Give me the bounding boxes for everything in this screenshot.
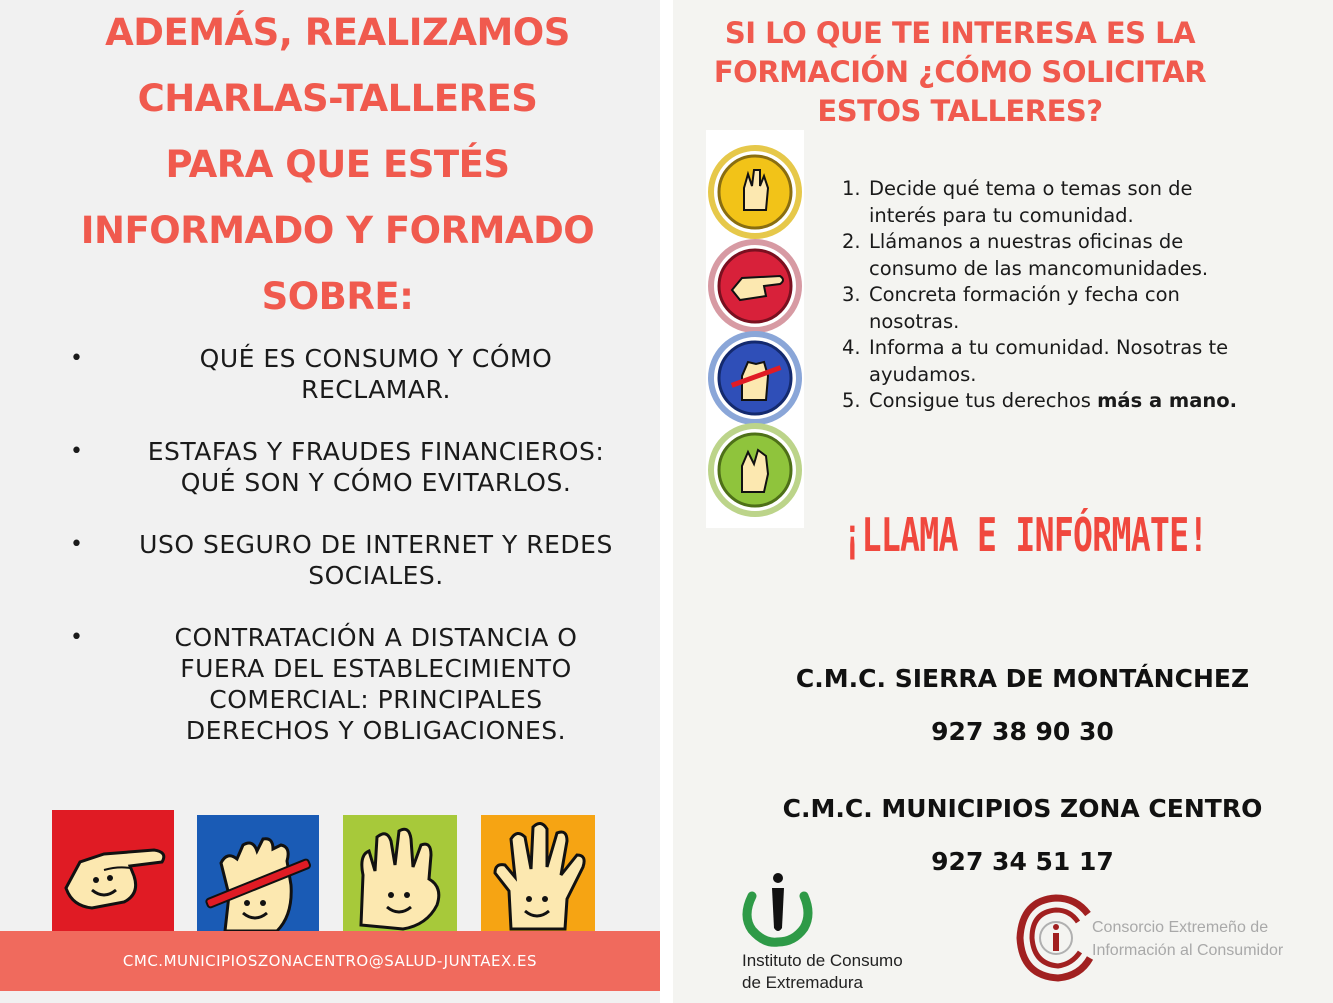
green-light — [711, 426, 799, 514]
consorcio-logo-text — [1092, 916, 1283, 962]
office-block — [690, 791, 1333, 880]
topic-item — [62, 343, 652, 405]
right-heading-line: SI LO QUE TE INTERESA ES LA — [724, 16, 1196, 50]
logo-text-line: Información al Consumidor — [1092, 942, 1284, 959]
bullet: • — [70, 439, 84, 464]
office-name: C.M.C. SIERRA DE MONTÁNCHEZ — [795, 664, 1250, 693]
step-item — [842, 388, 1327, 415]
step-bold-text: más a mano. — [1097, 389, 1238, 412]
topic-item — [62, 436, 652, 498]
topic-item — [62, 622, 652, 746]
right-heading-line: ESTOS TALLERES? — [817, 94, 1103, 128]
topic-line: ESTAFAS Y FRAUDES FINANCIEROS: — [147, 437, 605, 466]
logo-text-line: Instituto de Consumo — [742, 951, 903, 970]
office-phone[interactable]: 927 38 90 30 — [931, 717, 1114, 746]
step-text: Consigue tus derechos — [869, 389, 1098, 412]
instituto-logo-text — [742, 950, 903, 994]
step-line: nosotras. — [869, 309, 960, 333]
step-line: interés para tu comunidad. — [869, 203, 1134, 227]
step-item — [842, 335, 1327, 388]
step-number: 3. — [842, 283, 861, 306]
office-block — [690, 661, 1333, 750]
traffic-light-hands-icon — [706, 130, 804, 528]
topic-line: DERECHOS Y OBLIGACIONES. — [185, 716, 567, 745]
pointing-hand-icon — [52, 810, 174, 934]
logo-text-line: de Extremadura — [742, 973, 863, 992]
consorcio-logo-icon — [1014, 892, 1098, 984]
topic-item — [62, 529, 652, 591]
office-phone[interactable]: 927 34 51 17 — [931, 847, 1114, 876]
step-line: Llámanos a nuestras oficinas de — [869, 230, 1184, 253]
bullet: • — [70, 532, 84, 557]
instituto-consumo-logo-icon — [738, 868, 818, 948]
topic-list — [62, 343, 652, 777]
topic-line: USO SEGURO DE INTERNET Y REDES — [139, 530, 613, 559]
steps-list — [842, 176, 1327, 415]
step-item — [842, 229, 1327, 282]
office-name: C.M.C. MUNICIPIOS ZONA CENTRO — [782, 794, 1263, 823]
yellow-light — [711, 148, 799, 236]
step-line: Decide qué tema o temas son de — [869, 177, 1193, 200]
topic-line: RECLAMAR. — [301, 375, 451, 404]
right-heading — [690, 14, 1230, 131]
left-heading-line: SOBRE: — [261, 275, 414, 318]
left-heading-line: INFORMADO Y FORMADO — [80, 209, 595, 252]
topic-line: CONTRATACIÓN A DISTANCIA O — [174, 623, 578, 652]
open-hand-icon — [481, 815, 595, 933]
left-heading-line: ADEMÁS, REALIZAMOS — [105, 11, 570, 54]
bullet: • — [70, 625, 84, 650]
logo-text-line: Consorcio Extremeño de — [1092, 919, 1269, 936]
step-number: 4. — [842, 336, 861, 359]
step-line: ayudamos. — [869, 362, 977, 386]
step-item — [842, 282, 1327, 335]
thinking-hand-icon — [343, 815, 457, 933]
step-item — [842, 176, 1327, 229]
step-line: consumo de las mancomunidades. — [869, 256, 1209, 280]
topic-line: COMERCIAL: PRINCIPALES — [209, 685, 543, 714]
email-footer — [0, 931, 660, 991]
step-number: 5. — [842, 389, 861, 412]
consorcio-logo — [1014, 892, 1314, 984]
topic-line: FUERA DEL ESTABLECIMIENTO — [180, 654, 572, 683]
left-heading — [10, 0, 665, 330]
left-panel — [0, 0, 660, 1003]
pencil-hand-icon — [197, 815, 319, 937]
topic-line: QUÉ ES CONSUMO Y CÓMO — [199, 344, 553, 373]
step-number: 2. — [842, 230, 861, 253]
instituto-consumo-logo — [738, 868, 938, 994]
call-to-action: ¡LLAMA E INFÓRMATE! — [842, 508, 1208, 562]
right-heading-line: FORMACIÓN ¿CÓMO SOLICITAR — [713, 55, 1207, 89]
step-line: Informa a tu comunidad. Nosotras te — [869, 336, 1229, 359]
left-heading-line: CHARLAS-TALLERES — [137, 77, 538, 120]
topic-line: QUÉ SON Y CÓMO EVITARLOS. — [180, 468, 572, 497]
red-light — [711, 242, 799, 330]
topic-line: SOCIALES. — [308, 561, 444, 590]
step-line: Concreta formación y fecha con — [869, 283, 1180, 306]
left-heading-line: PARA QUE ESTÉS — [165, 143, 510, 186]
step-number: 1. — [842, 177, 861, 200]
blue-light — [711, 334, 799, 422]
email-text[interactable]: CMC.MUNICIPIOSZONACENTRO@SALUD-JUNTAEX.ES — [122, 952, 538, 970]
bullet: • — [70, 346, 84, 371]
step-line — [869, 388, 1327, 415]
